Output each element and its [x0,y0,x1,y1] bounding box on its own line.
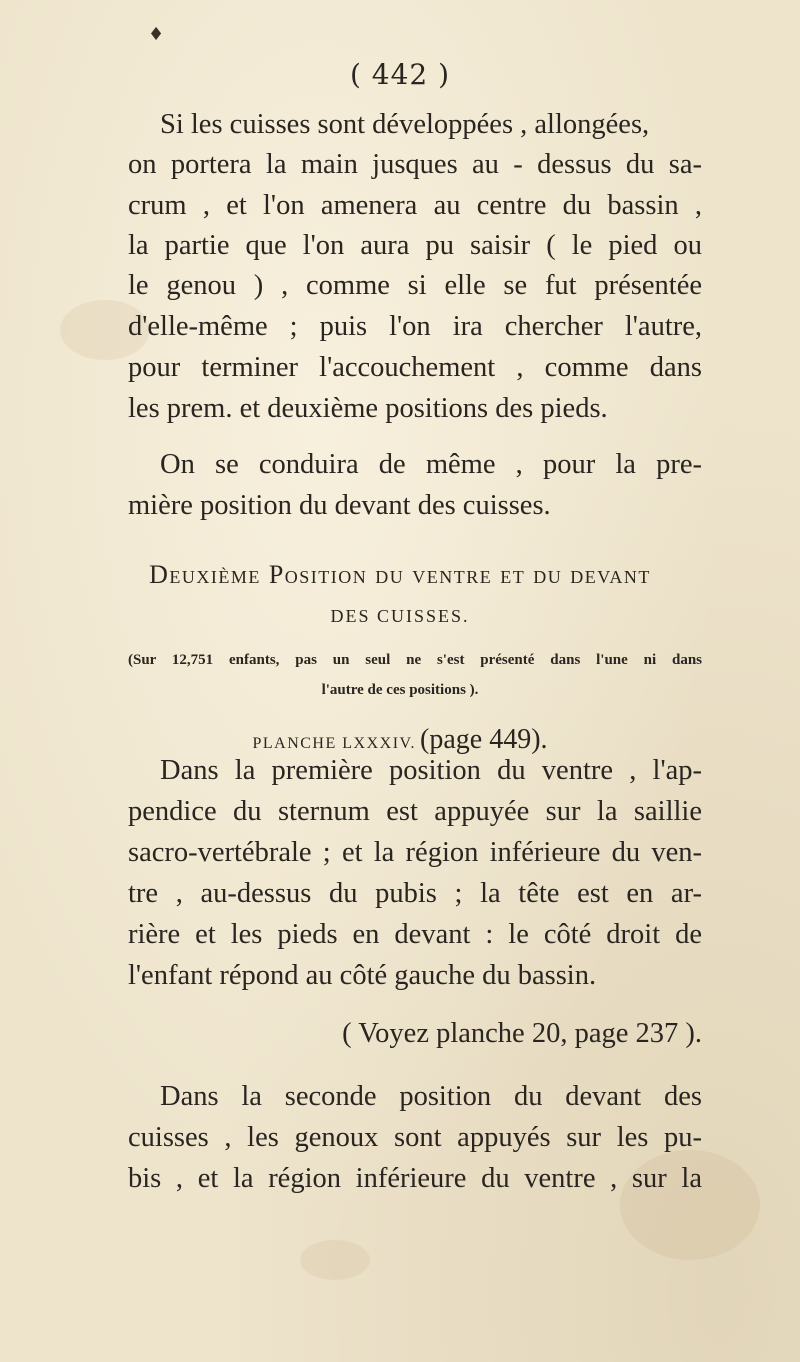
plate-reference [0,724,800,756]
text-line: sacro-vertébrale ; et la région inférieure du ven- [128,837,702,868]
text-line: On se conduira de même , pour la pre- [160,449,702,480]
section-heading: Deuxième Position du ventre et du devant [149,560,651,589]
text-line: rière et les pieds en devant : le côté droit de [128,919,702,950]
footnote-line: (Sur 12,751 enfants, pas un seul ne s'est présenté dans l'une ni dans [128,652,702,668]
text-line: mière position du devant des cuisses. [128,490,551,521]
text-line: le genou ) , comme si elle se fut présentée [128,270,702,301]
text-line: pour terminer l'accouchement , comme dans [128,352,702,383]
plate-page: (page 449). [420,724,548,755]
text-line: l'enfant répond au côté gauche du bassin. [128,960,597,991]
text-line: pendice du sternum est appuyée sur la saillie [128,796,702,827]
text-line: Si les cuisses sont développées , allongées, [160,109,650,140]
text-line: les prem. et deuxième positions des pieds. [128,393,608,424]
text-line: bis , et la région inférieure du ventre , sur la [128,1163,702,1194]
footnote-line: l'autre de ces positions ). [321,682,479,698]
text-line: Dans la seconde position du devant des [160,1081,702,1112]
text-line: d'elle-même ; puis l'on ira chercher l'autre, [128,311,702,342]
text-line: cuisses , les genoux sont appuyés sur les pu- [128,1122,702,1153]
text-line: la partie que l'on aura pu saisir ( le pied ou [128,230,702,261]
paper-stain [300,1240,370,1280]
text-line: tre , au-dessus du pubis ; la tête est en ar- [128,878,702,909]
text-line: ( Voyez planche 20, page 237 ). [342,1018,702,1049]
section-heading-sub: DES CUISSES. [330,606,470,626]
text-line: crum , et l'on amenera au centre du bassin , [128,190,702,221]
corner-mark: ♦ [148,24,165,45]
plate-label: PLANCHE LXXXIV. [252,735,417,752]
page-number: ( 442 ) [349,58,451,91]
text-line: Dans la première position du ventre , l'ap- [160,755,702,786]
text-line: on portera la main jusques au - dessus du sa- [128,149,702,180]
